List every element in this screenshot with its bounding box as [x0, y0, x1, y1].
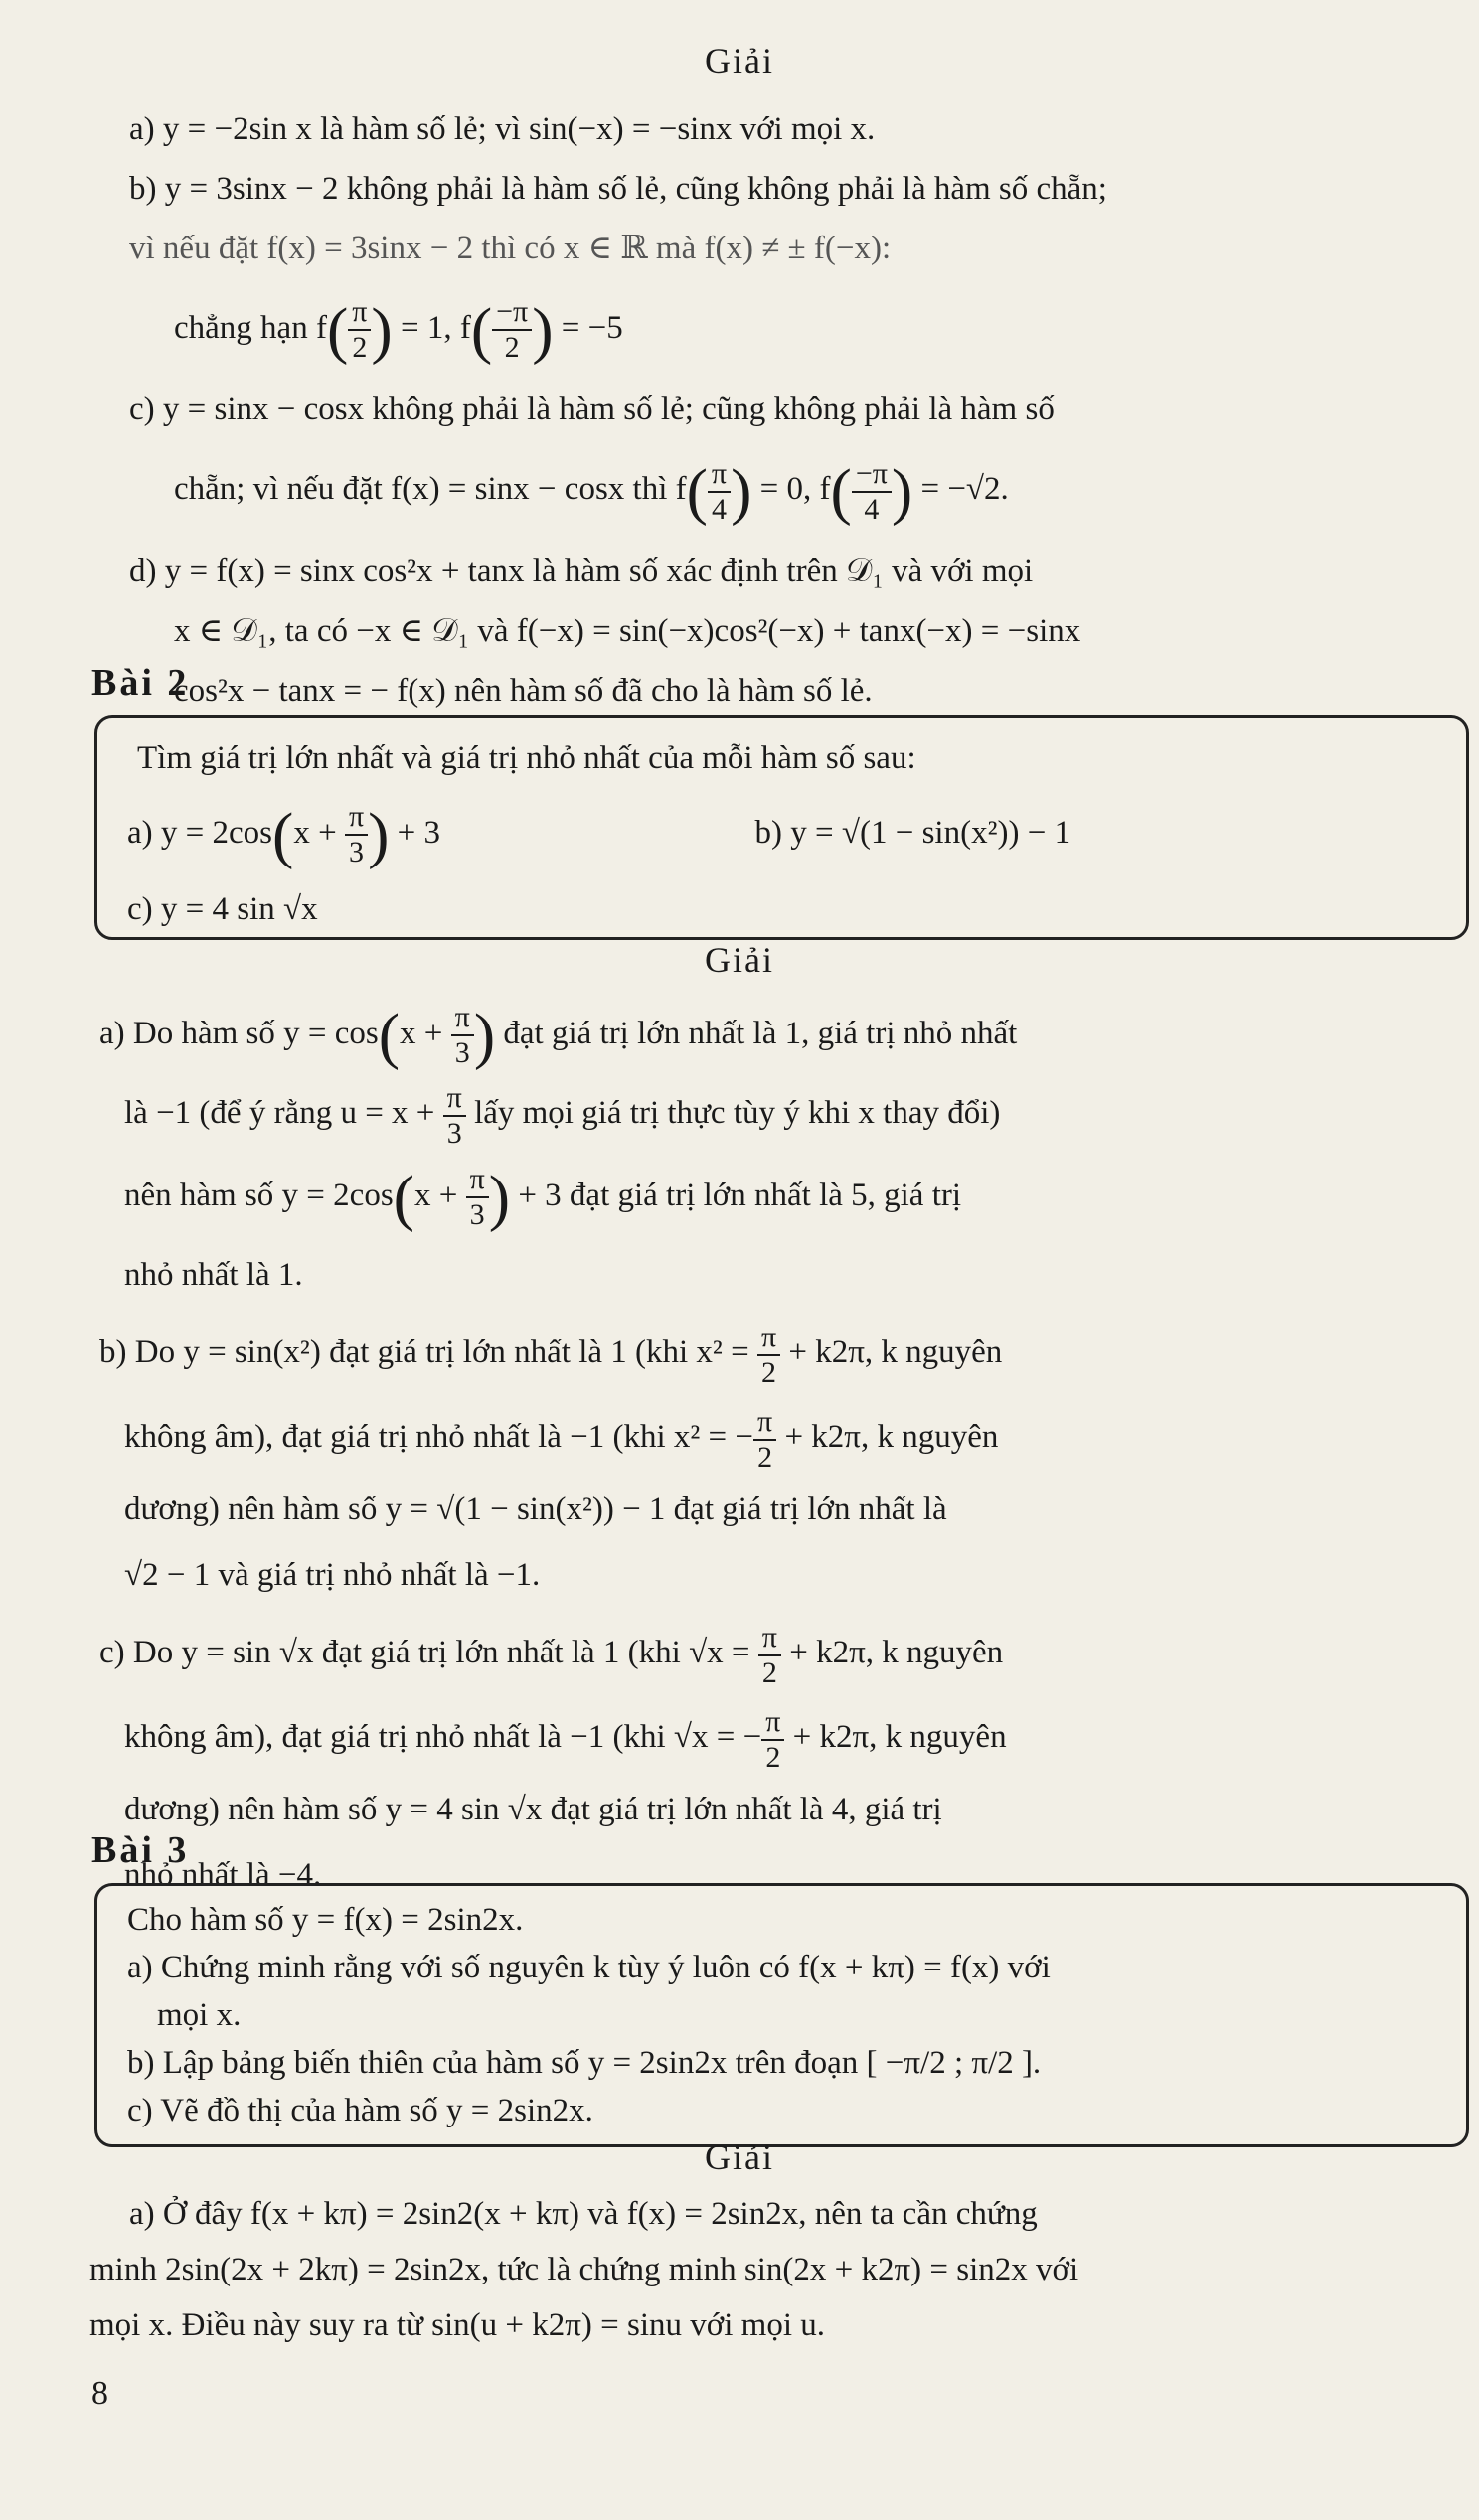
sol1-c2: chẵn; vì nếu đặt f(x) = sinx − cosx thì f( $\frac{\pi}{4}$ ) = 0, f( $\frac{-\pi}{4}$ ) = −√2. — [174, 455, 1009, 527]
ex3-l4 — [127, 2039, 1436, 2087]
ex2-b: b) y = √(1 − sin(x²)) − 1 — [754, 815, 1071, 851]
frac-pi-4: $\frac{\pi}{4}$ — [708, 457, 731, 527]
ex2-ab: a) y = 2cos(x + $\frac{\pi}{3}$ ) + 3 b) y = √(1 − sin(x²)) − 1 — [127, 799, 1071, 870]
ex2-a-post: + 3 — [397, 815, 441, 851]
sol3-l1: a) Ở đây f(x + kπ) = 2sin2(x + kπ) và f(x) = 2sin2x, nên ta cần chứng — [129, 2196, 1038, 2232]
sol1-b3-pre: chẳng hạn f — [174, 310, 327, 346]
solution-1 — [129, 99, 1409, 720]
sol2-a3-post: + 3 đạt giá trị lớn nhất là 5, giá trị — [518, 1177, 962, 1213]
sol2-c3: dương) nên hàm số y = 4 sin √x đạt giá trị lớn nhất là 4, giá trị — [124, 1792, 942, 1828]
sol2-a3: nên hàm số y = 2cos(x + $\frac{\pi}{3}$ ) + 3 đạt giá trị lớn nhất là 5, giá trị — [124, 1162, 962, 1233]
sol1-c1: c) y = sinx − cosx không phải là hàm số lẻ; cũng không phải là hàm số — [129, 392, 1055, 428]
sol2-b2-post: + k2π, k nguyên — [784, 1419, 999, 1456]
sol1-d3: cos²x − tanx = − f(x) nên hàm số đã cho là hàm số lẻ. — [174, 672, 873, 709]
sol2-c2 — [99, 1697, 1409, 1777]
sol1-a: a) y = −2sin x là hàm số lẻ; vì sin(−x) = −sinx với mọi x. — [129, 111, 876, 147]
sol2-a1-pre: a) Do hàm số y = cos — [99, 1016, 379, 1051]
sol1-b2: vì nếu đặt f(x) = 3sinx − 2 thì có x ∈ ℝ mà f(x) ≠ ± f(−x): — [129, 231, 892, 266]
sol2-c1 — [99, 1608, 1409, 1697]
sol1-b3-val2: = −5 — [561, 310, 623, 346]
ex2-a-in: x + — [293, 815, 337, 851]
solution-2 — [99, 989, 1409, 1908]
sol2-a4: nhỏ nhất là 1. — [124, 1257, 303, 1294]
sol2-c1-pre: c) Do y = sin √x đạt giá trị lớn nhất là 1 (khi √x = — [99, 1635, 750, 1671]
sol1-b1: b) y = 3sinx − 2 không phải là hàm số lẻ, cũng không phải là hàm số chẵn; — [129, 171, 1107, 207]
ex3-interval: [ −π/2 ; π/2 ]. — [866, 2045, 1042, 2081]
sol2-a2-pre: là −1 (để ý rằng u = x + — [124, 1095, 435, 1132]
sol2-c4: nhỏ nhất là −4. — [124, 1857, 322, 1894]
sol2-b3: dương) nên hàm số y = √(1 − sin(x²)) − 1 đạt giá trị lớn nhất là — [124, 1492, 947, 1528]
sol2-a2 — [99, 1080, 1409, 1150]
sol1-d2: x ∈ 𝒟₁, ta có −x ∈ 𝒟₁ và f(−x) = sin(−x)cos²(−x) + tanx(−x) = −sinx — [174, 612, 1081, 649]
ex3-l2: a) Chứng minh rằng với số nguyên k tùy ý luôn có f(x + kπ) = f(x) với — [127, 1950, 1051, 1985]
ex3-l3: mọi x. — [157, 1997, 242, 2033]
sol1-b3: chẳng hạn f( $\frac{\pi}{2}$ ) = 1, f( $\frac{-\pi}{2}$ ) = −5 — [174, 294, 623, 366]
frac-pi-3-b: $\frac{\pi}{3}$ — [451, 1001, 474, 1070]
sol1-c2-val2: = −√2. — [920, 471, 1009, 508]
sol2-c2-pre: không âm), đạt giá trị nhỏ nhất là −1 (khi √x = − — [124, 1719, 762, 1756]
solution-3 — [89, 2186, 1409, 2353]
sol2-b1 — [99, 1308, 1409, 1397]
frac-pi-2-e: $\frac{\pi}{2}$ — [761, 1705, 784, 1775]
sol2-a2-post: lấy mọi giá trị thực tùy ý khi x thay đổi) — [474, 1095, 1001, 1132]
solution-heading-3: Giải — [705, 2137, 774, 2177]
sol2-b2-pre: không âm), đạt giá trị nhỏ nhất là −1 (khi x² = − — [124, 1419, 754, 1456]
frac-minus-pi-4: $\frac{-\pi}{4}$ — [852, 457, 892, 527]
sol2-a3-in: x + — [413, 1177, 458, 1213]
sol3-l3: mọi x. Điều này suy ra từ sin(u + k2π) = sinu với mọi u. — [89, 2307, 826, 2343]
ex2-c: c) y = 4 sin √x — [127, 891, 318, 928]
ex3-l4-pre: b) Lập bảng biến thiên của hàm số y = 2sin2x trên đoạn — [127, 2045, 859, 2081]
frac-pi-3-c: $\frac{\pi}{3}$ — [443, 1081, 466, 1151]
ex3-l1: Cho hàm số y = f(x) = 2sin2x. — [127, 1902, 524, 1938]
sol3-l2: minh 2sin(2x + 2kπ) = 2sin2x, tức là chứng minh sin(2x + k2π) = sin2x với — [89, 2252, 1079, 2287]
sol2-a1: a) Do hàm số y = cos(x + $\frac{\pi}{3}$ ) đạt giá trị lớn nhất là 1, giá trị nhỏ nhất — [99, 1000, 1018, 1071]
sol2-c2-post: + k2π, k nguyên — [792, 1719, 1007, 1756]
frac-minus-pi-2: $\frac{-\pi}{2}$ — [492, 295, 532, 365]
solution-heading-2: Giải — [705, 940, 774, 980]
exercise-2-title: Bài 2 — [91, 662, 190, 704]
sol2-c1-post: + k2π, k nguyên — [789, 1635, 1004, 1671]
solution-heading: Giải — [705, 41, 774, 80]
frac-pi-2-d: $\frac{\pi}{2}$ — [758, 1621, 781, 1690]
exercise-3-box — [94, 1883, 1469, 2147]
ex2-intro: Tìm giá trị lớn nhất và giá trị nhỏ nhất của mỗi hàm số sau: — [137, 740, 916, 776]
sol2-a1-in: x + — [400, 1016, 443, 1051]
sol2-b4: √2 − 1 và giá trị nhỏ nhất là −1. — [124, 1557, 541, 1594]
sol1-d1: d) y = f(x) = sinx cos²x + tanx là hàm số xác định trên 𝒟₁ và với mọi — [129, 552, 1034, 589]
sol2-a3-pre: nên hàm số y = 2cos — [124, 1177, 394, 1213]
ex3-l5: c) Vẽ đồ thị của hàm số y = 2sin2x. — [127, 2093, 593, 2128]
sol1-c2-pre: chẵn; vì nếu đặt f(x) = sinx − cosx thì f — [174, 471, 687, 508]
frac-pi-2-b: $\frac{\pi}{2}$ — [757, 1321, 780, 1390]
sol2-b1-pre: b) Do y = sin(x²) đạt giá trị lớn nhất là 1 (khi x² = — [99, 1335, 749, 1371]
frac-pi-3: $\frac{\pi}{3}$ — [345, 800, 368, 869]
exercise-2-box — [94, 715, 1469, 940]
sol1-c2-val1: = 0, f — [759, 471, 831, 508]
exercise-3-title: Bài 3 — [91, 1829, 190, 1871]
frac-pi-2-c: $\frac{\pi}{2}$ — [753, 1405, 776, 1475]
page-number: 8 — [91, 2375, 108, 2412]
sol2-b1-post: + k2π, k nguyên — [788, 1335, 1003, 1371]
ex2-a-pre: a) y = 2cos — [127, 815, 272, 851]
sol2-b2 — [99, 1397, 1409, 1477]
sol1-b3-val1: = 1, f — [400, 310, 471, 346]
sol2-a1-post: đạt giá trị lớn nhất là 1, giá trị nhỏ nhất — [503, 1016, 1018, 1051]
frac-pi-2: $\frac{\pi}{2}$ — [348, 295, 371, 365]
frac-pi-3-d: $\frac{\pi}{3}$ — [466, 1163, 489, 1232]
